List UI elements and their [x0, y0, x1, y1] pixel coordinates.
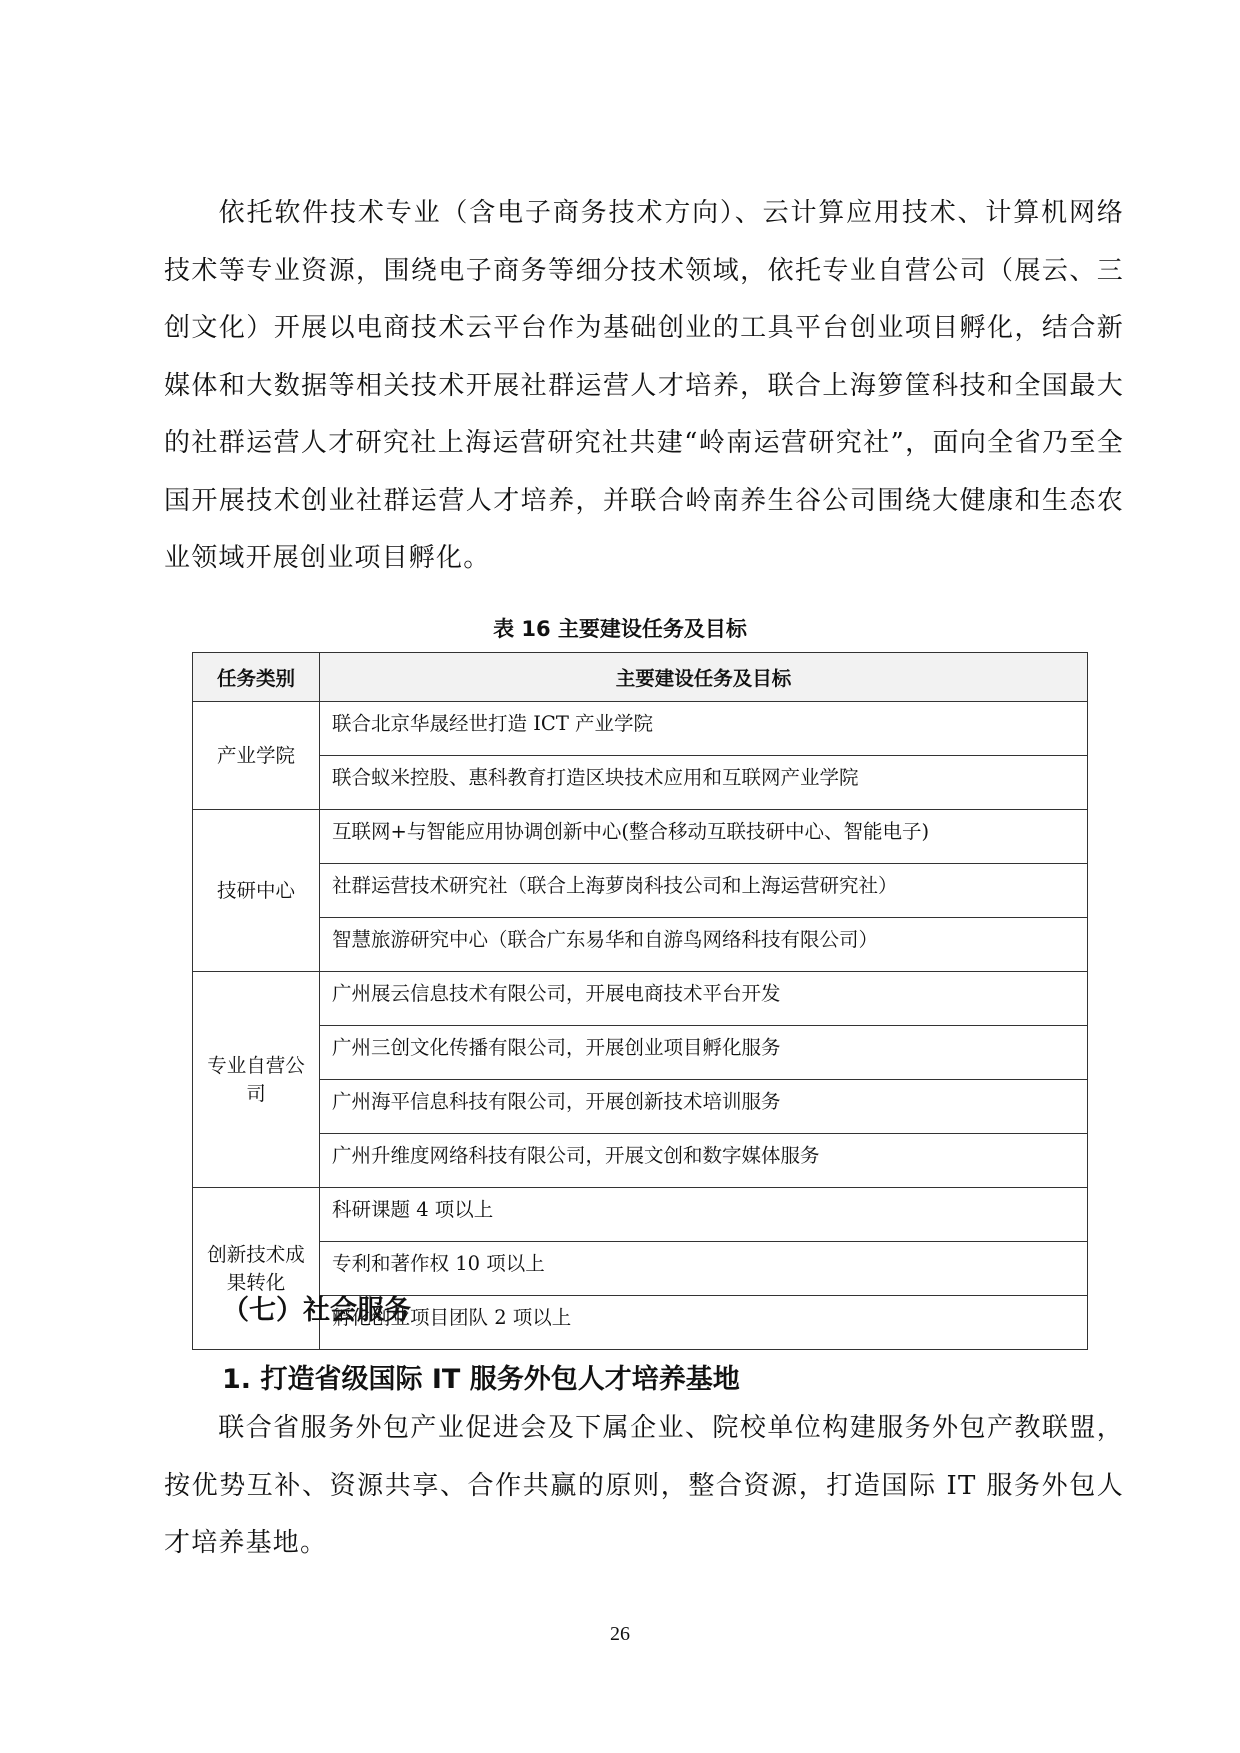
task-cell: 广州三创文化传播有限公司，开展创业项目孵化服务	[320, 1026, 1088, 1080]
table-row	[193, 864, 1088, 918]
table-row	[193, 702, 1088, 756]
header-tasks: 主要建设任务及目标	[320, 653, 1088, 702]
category-cell: 创新技术成果转化	[193, 1188, 320, 1350]
category-cell: 专业自营公司	[193, 972, 320, 1188]
task-cell: 广州海平信息科技有限公司，开展创新技术培训服务	[320, 1080, 1088, 1134]
task-cell: 社群运营技术研究社（联合上海萝岗科技公司和上海运营研究社）	[320, 864, 1088, 918]
table-row	[193, 1188, 1088, 1242]
table-row	[193, 756, 1088, 810]
page-number: 26	[610, 1623, 630, 1645]
task-cell: 孵化创业项目团队 2 项以上	[320, 1296, 1088, 1350]
task-cell: 广州升维度网络科技有限公司，开展文创和数字媒体服务	[320, 1134, 1088, 1188]
table-header-row	[193, 653, 1088, 702]
body-paragraph-2	[164, 1400, 1124, 1573]
table-row	[193, 1026, 1088, 1080]
task-cell: 智慧旅游研究中心（联合广东易华和自游鸟网络科技有限公司）	[320, 918, 1088, 972]
tasks-table	[192, 652, 1088, 1350]
table-row	[193, 810, 1088, 864]
paragraph-1-text: 依托软件技术专业（含电子商务技术方向）、云计算应用技术、计算机网络技术等专业资源，围绕电子商务等细分技术领域，依托专业自营公司（展云、三创文化）开展以电商技术云平台作为基础创业的工具平台创业项目孵化，结合新媒体和大数据等相关技术开展社群运营人才培养，联合上海箩筐科技和全国最大的社群运营人才研究社上海运营研究社共建“岭南运营研究社”，面向全省乃至全国开展技术创业社群运营人才培养，并联合岭南养生谷公司围绕大健康和生态农业领域开展创业项目孵化。	[164, 198, 1124, 573]
category-cell: 产业学院	[193, 702, 320, 810]
paragraph-2-text: 联合省服务外包产业促进会及下属企业、院校单位构建服务外包产教联盟，按优势互补、资源共享、合作共赢的原则，整合资源，打造国际 IT 服务外包人才培养基地。	[164, 1413, 1124, 1558]
table-caption: 表 16 主要建设任务及目标	[493, 617, 747, 641]
header-category: 任务类别	[193, 653, 320, 702]
task-cell: 专利和著作权 10 项以上	[320, 1242, 1088, 1296]
table-row	[193, 1080, 1088, 1134]
task-cell: 联合蚁米控股、惠科教育打造区块技术应用和互联网产业学院	[320, 756, 1088, 810]
task-cell: 广州展云信息技术有限公司，开展电商技术平台开发	[320, 972, 1088, 1026]
task-cell: 联合北京华晟经世打造 ICT 产业学院	[320, 702, 1088, 756]
body-paragraph-1	[164, 185, 1124, 588]
category-cell: 技研中心	[193, 810, 320, 972]
task-cell: 互联网+与智能应用协调创新中心(整合移动互联技研中心、智能电子)	[320, 810, 1088, 864]
table-row	[193, 972, 1088, 1026]
table-row	[193, 918, 1088, 972]
section-heading: （七）社会服务	[222, 1295, 411, 1326]
subsection-heading: 1. 打造省级国际 IT 服务外包人才培养基地	[222, 1364, 740, 1395]
table-row	[193, 1134, 1088, 1188]
task-cell: 科研课题 4 项以上	[320, 1188, 1088, 1242]
